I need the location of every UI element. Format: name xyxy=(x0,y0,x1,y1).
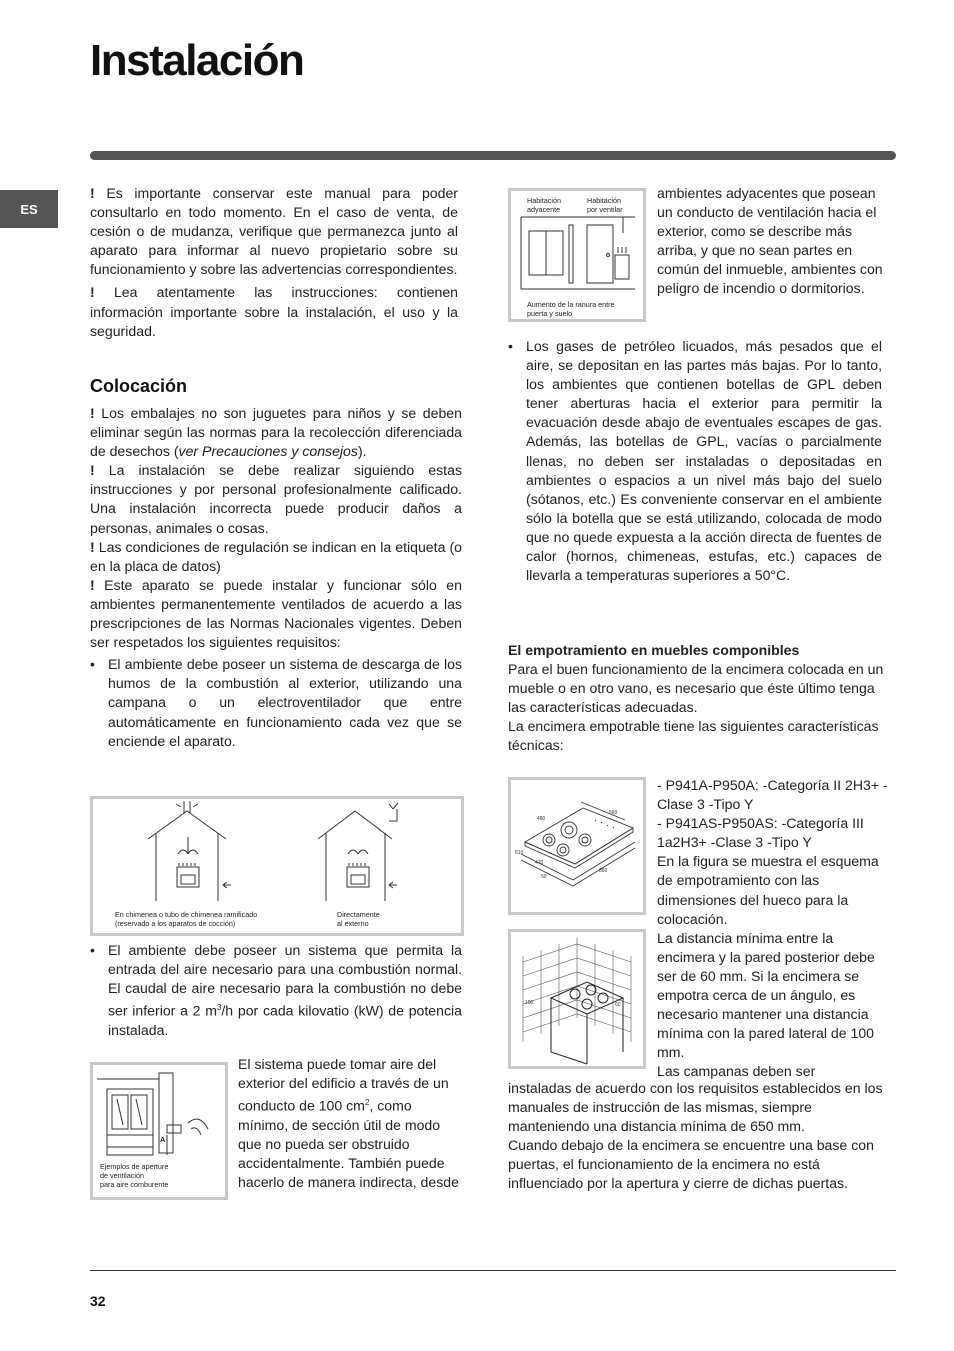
chimney-figure xyxy=(90,796,464,936)
spec-p941as: - P941AS-P950AS: -Categoría III 1a2H3+ -Clase 3 -Tipo Y xyxy=(657,815,864,851)
adjacent-room-label: Habitación adyacente xyxy=(527,196,561,214)
fitting-paragraph-2: La encimera empotrable tiene las siguientes características técnicas: xyxy=(508,718,879,754)
page-number: 32 xyxy=(90,1293,106,1309)
dim-label: 860 xyxy=(599,868,608,874)
adjacent-rooms-paragraph: ambientes adyacentes que posean un conducto de ventilación hacia el exterior, como se describe más arriba, y que no sean partes en común del inmueble, ambientes con peligro de incendio o dormitorios. xyxy=(657,185,883,297)
hob-cutout-figure xyxy=(508,777,646,915)
intro-section xyxy=(90,184,458,341)
chimney-left-caption: En chimenea o tubo de chimenea ramificado (reservado a los aparatos de cocción) xyxy=(115,910,258,928)
intro-paragraph-2: ! Lea atentamente las instrucciones: contienen información importante sobre la instalación, el uso y la seguridad. xyxy=(90,284,459,339)
ventilation-figure xyxy=(90,1062,228,1200)
bullet-air-supply: • El ambiente debe poseer un sistema que permita la entrada del aire necesario para una combustión normal. El caudal de aire necesario para la combustión no debe ser inferior a 2 $m^3/h$ por cada kilovatio (kW) de potencia instalada. xyxy=(90,941,462,1040)
distance-paragraph: La distancia mínima entre la encimera y la pared posterior debe ser de 60 mm. Si la encimera se empotra cerca de un ángulo, es necesario mantener una distancia mínima con la pared lateral de 100 mm. xyxy=(657,929,875,1061)
specs-and-distances xyxy=(657,776,889,1082)
hood-paragraph-end: instaladas de acuerdo con los requisitos establecidos en los manuales de instrucción de las mismas, siempre manteniendo una distancia mínima de 650 mm. xyxy=(508,1080,883,1135)
dim-label: 100 xyxy=(525,1000,534,1006)
fitting-heading: El empotramiento en muebles componibles xyxy=(508,642,800,658)
spec-p941a: - P941A-P950A: -Categoría II 2H3+ -Clase 3 -Tipo Y xyxy=(657,777,888,813)
corner-install-figure xyxy=(508,929,646,1069)
ventilation-caption: Ejemplos de aperture de ventilación para aire comburente xyxy=(100,1162,169,1189)
footer-rule xyxy=(90,1270,896,1271)
intro-paragraph-1: ! Es importante conservar este manual para poder consultarlo en todo momento. En el caso de venta, de cesión o de mudanza, verifique que permanezca junto al aparato para informar al nuevo propietario sobre su funcionamiento y sobre las advertencias correspondientes. xyxy=(90,185,458,278)
dim-label: 50 xyxy=(541,874,547,880)
colocacion-section xyxy=(90,404,462,751)
hood-paragraph-start: Las campanas deben ser xyxy=(657,1063,816,1080)
language-tab: ES xyxy=(0,190,58,228)
chimney-right-caption: Directamente al externo xyxy=(337,910,380,928)
dim-label: 510 xyxy=(515,850,524,856)
dim-label: 480 xyxy=(537,816,546,822)
warning-installation: ! La instalación se debe realizar siguiendo estas instrucciones y por personal profesionalmente calificado. Una instalación incorrecta puede producir daños a personas, animales o cosas. xyxy=(90,462,462,536)
hood-section xyxy=(508,1079,884,1194)
vent-label-a: A xyxy=(160,1135,166,1144)
dim-label: 560 xyxy=(609,810,618,816)
corner-install-diagram xyxy=(511,932,643,1066)
base-doors-paragraph: Cuando debajo de la encimera se encuentre una base con puertas, el funcionamiento de la encimera no está influenciado por la apertura y cierre de dichas puertas. xyxy=(508,1137,874,1192)
adjacent-room-figure xyxy=(508,188,646,322)
air-intake-paragraph: El sistema puede tomar aire del exterior del edificio a través de un conducto de 100 $cm^2$, como mínimo, de sección útil de modo que no pueda ser obstruido accidentalmente. También puede hacerlo de manera indirecta, desde xyxy=(238,1056,459,1191)
figure-description: En la figura se muestra el esquema de empotramiento con las dimensiones del hueco para la colocación. xyxy=(657,853,879,927)
fitting-paragraph-1: Para el buen funcionamiento de la encimera colocada en un mueble o en otro vano, es necesario que éste último tenga las características adecuadas. xyxy=(508,661,884,716)
warning-packaging: ! Los embalajes no son juguetes para niños y se deben eliminar según las normas para la recolección diferenciada de desechos (ver Precauciones y consejos). xyxy=(90,405,462,460)
hob-cutout-diagram xyxy=(511,780,643,912)
fitting-section xyxy=(508,641,884,756)
page-title: Instalación xyxy=(90,36,304,85)
room-to-ventilate-label: Habitación por ventilar xyxy=(587,196,623,214)
header-rule xyxy=(90,151,896,160)
section-heading-colocacion: Colocación xyxy=(90,376,188,396)
dim-label: 470 xyxy=(535,860,544,866)
warning-regulation: ! Las condiciones de regulación se indican en la etiqueta (o en la placa de datos) xyxy=(90,538,462,574)
bullet-lpg: • Los gases de petróleo licuados, más pesados que el aire, se depositan en las partes más bajas. Por lo tanto, los ambientes que contienen botellas de GPL deben tener aberturas hacia el exterior para permitir la evacuación desde abajo de eventuales escapes de gas. Además, las botellas de GPL, vacías o parcialmente llenas, no deben ser instaladas o depositadas en ambientes o espacios a un nivel más bajo del suelo (sótanos, etc.) Es conveniente conservar en el ambiente sólo la botella que se está utilizando, colocada de modo que no quede expuesta a la acción directa de fuentes de calor (hornos, chimeneas, estufas, etc.) capaces de llevarla a temperaturas superiores a 50°C. xyxy=(508,337,882,585)
warning-ventilation: ! Este aparato se puede instalar y funcionar sólo en ambientes permanentemente ventilados de acuerdo a las prescripciones de las Normas Nacionales vigentes. Deben ser respetados los siguientes requisitos: xyxy=(90,576,462,651)
dim-label: 60 xyxy=(615,1002,621,1008)
door-gap-caption: Aumento de la ranura entre puerta y suelo xyxy=(527,300,615,318)
bullet-exhaust: • El ambiente debe poseer un sistema de descarga de los humos de la combustión al exterior, utilizando una campana o un electroventilador que entre automáticamente en funcionamiento cada vez que se enciende el aparato. xyxy=(90,655,462,750)
